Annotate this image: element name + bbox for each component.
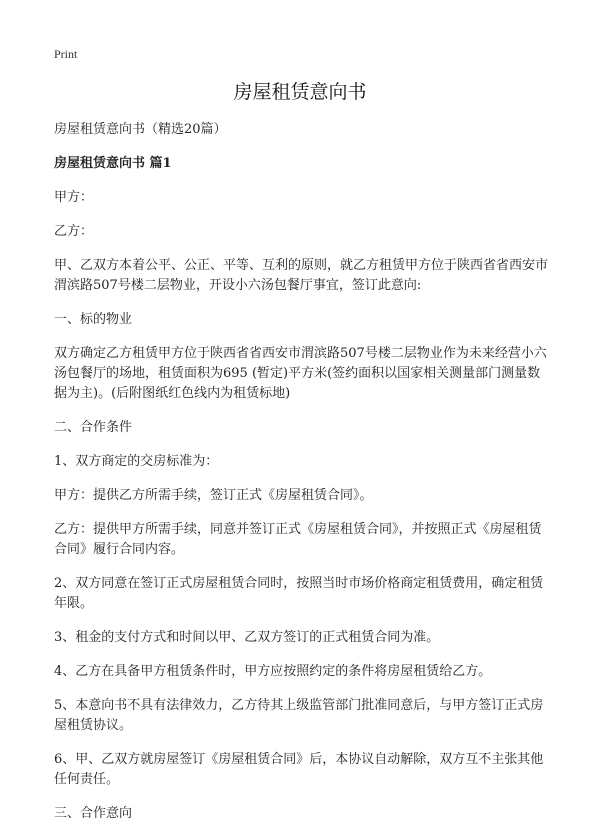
term-1-party-a: 甲方：提供乙方所需手续，签订正式《房屋租赁合同》。: [54, 488, 373, 503]
term-3: 3、租金的支付方式和时间以甲、乙双方签订的正式租赁合同为准。: [54, 630, 440, 645]
party-a-line: 甲方：: [54, 190, 94, 205]
party-b-line: 乙方：: [54, 224, 94, 239]
section-heading: 房屋租赁意向书 篇1: [54, 156, 172, 171]
document-subtitle: 房屋租赁意向书（精选20篇）: [54, 122, 227, 137]
document-body: [54, 120, 550, 824]
heading-subject-property: 一、标的物业: [54, 312, 133, 327]
intro-paragraph: 甲、乙双方本着公平、公正、平等、互利的原则，就乙方租赁甲方位于陕西省省西安市渭滨路507号楼二层物业，开设小六汤包餐厅事宜，签订此意向:: [54, 258, 549, 293]
print-link[interactable]: Print: [54, 47, 78, 61]
term-1-party-b: 乙方：提供甲方所需手续，同意并签订正式《房屋租赁合同》，并按照正式《房屋租赁合同》履行合同内容。: [54, 522, 542, 557]
page-title: 房屋租赁意向书: [233, 81, 367, 103]
term-1: 1、双方商定的交房标准为：: [54, 454, 219, 469]
term-5: 5、本意向书不具有法律效力，乙方待其上级监管部门批准同意后，与甲方签订正式房屋租赁协议。: [54, 698, 544, 733]
subject-property-paragraph: 双方确定乙方租赁甲方位于陕西省省西安市渭滨路507号楼二层物业作为未来经营小六汤包餐厅的场地，租赁面积为695 (暂定)平方米(签约面积以国家相关测量部门测量数据为主)。(后附图纸红色线内为租赁标地): [54, 346, 547, 401]
term-2: 2、双方同意在签订正式房屋租赁合同时，按照当时市场价格商定租赁费用，确定租赁年限。: [54, 576, 544, 611]
heading-cooperation-terms: 二、合作条件: [54, 420, 133, 435]
term-4: 4、乙方在具备甲方租赁条件时，甲方应按照约定的条件将房屋租赁给乙方。: [54, 664, 492, 679]
heading-cooperation-intent: 三、合作意向: [54, 806, 133, 821]
term-6: 6、甲、乙双方就房屋签订《房屋租赁合同》后，本协议自动解除，双方互不主张其他任何责任。: [54, 752, 544, 787]
